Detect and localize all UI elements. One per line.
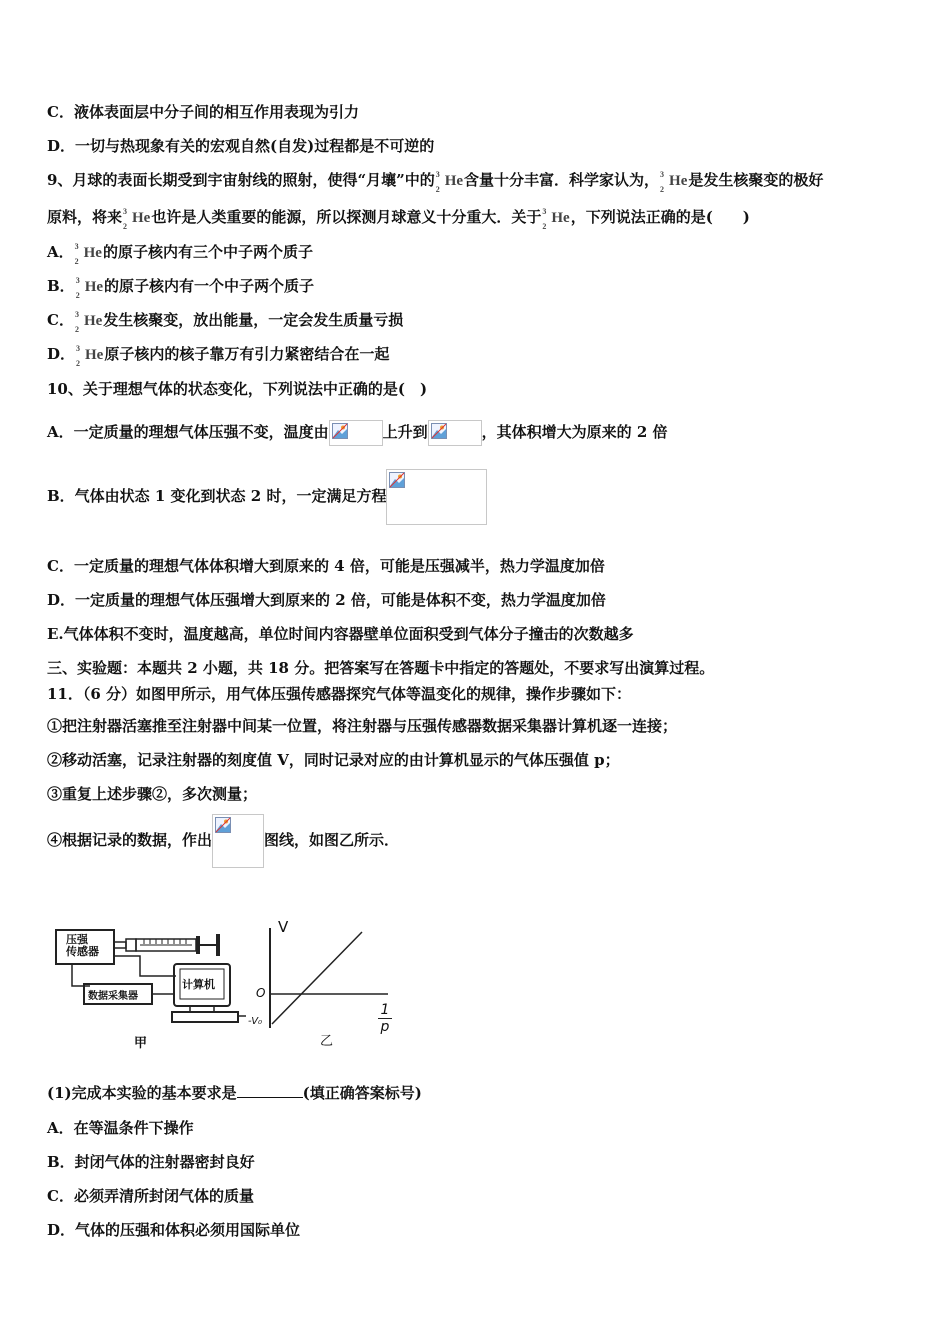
question-11-part-1: (1)完成本实验的基本要求是 (填正确答案标号)	[47, 1084, 422, 1102]
question-10-option-c: C．一定质量的理想气体体积增大到原来的 4 倍，可能是压强减半，热力学温度加倍	[47, 557, 605, 575]
helium-3-symbol: 3 2 He	[75, 276, 104, 300]
part-1-option-b: B．封闭气体的注射器密封良好	[47, 1153, 255, 1171]
broken-image-icon	[212, 814, 264, 868]
question-10-option-e: E.气体体积不变时，温度越高，单位时间内容器壁单位面积受到气体分子撞击的次数越多	[47, 625, 634, 643]
broken-image-icon	[386, 469, 487, 525]
step-1: ①把注射器活塞推至注射器中间某一位置，将注射器与压强传感器数据采集器计算机逐一连接；	[47, 717, 678, 735]
graph-line	[272, 932, 362, 1024]
inv-p-label: 1 p	[378, 1002, 392, 1035]
section-3-heading: 三、实验题：本题共 2 小题，共 18 分。把答案写在答题卡中指定的答题处，不要求写出演算过程。	[47, 659, 715, 677]
question-9-option-b: B． 3 2 He的原子核内有一个中子两个质子	[47, 276, 315, 300]
part-1-option-a: A．在等温条件下操作	[47, 1119, 194, 1137]
helium-3-symbol: 3 2 He	[74, 310, 103, 334]
broken-image-icon	[329, 420, 383, 446]
step-2: ②移动活塞，记录注射器的刻度值 V，同时记录对应的由计算机显示的气体压强值 p；	[47, 751, 620, 769]
question-11: 11．（6 分）如图甲所示，用气体压强传感器探究气体等温变化的规律，操作步骤如下：	[47, 685, 632, 703]
option-d-prev: D．一切与热现象有关的宏观自然(自发)过程都是不可逆的	[47, 137, 435, 155]
option-c-prev: C．液体表面层中分子间的相互作用表现为引力	[47, 103, 359, 121]
question-9-line1: 9、月球的表面长期受到宇宙射线的照射，使得“月壤”中的 3 2 He含量十分丰富．科学家认为， 3 2 He是发生核聚变的极好	[47, 170, 824, 194]
helium-3-symbol: 3 2 He	[76, 344, 104, 368]
question-10: 10、关于理想气体的状态变化，下列说法中正确的是( )	[47, 380, 428, 398]
question-9-option-c: C． 3 2 He发生核聚变，放出能量，一定会发生质量亏损	[47, 310, 404, 334]
answer-blank	[237, 1083, 303, 1098]
helium-3-symbol: 3 2 He	[74, 242, 102, 266]
step-4: ④根据记录的数据，作出 图线，如图乙所示．	[47, 812, 399, 868]
question-10-option-a: A．一定质量的理想气体压强不变，温度由 上升到 ，其体积增大为原来的 2 倍	[47, 412, 668, 452]
syringe-icon	[114, 934, 220, 956]
figure-jia-label: 甲	[134, 1036, 148, 1051]
question-9-line2: 原料，将来 3 2 He也许是人类重要的能源，所以探测月球意义十分重大．关于 3 2 He，下列说法正确的是( )	[47, 207, 750, 231]
helium-3-symbol: 3 2 He	[660, 170, 688, 194]
question-9-option-d: D． 3 2 He原子核内的核子靠万有引力紧密结合在一起	[47, 344, 390, 368]
step-3: ③重复上述步骤②，多次测量；	[47, 785, 258, 803]
helium-3-symbol: 3 2 He	[123, 207, 151, 231]
computer-icon	[172, 964, 238, 1022]
broken-image-icon	[428, 420, 482, 446]
question-9-option-a: A． 3 2 He的原子核内有三个中子两个质子	[47, 242, 313, 266]
sensor-label: 压强 传感器	[66, 933, 99, 958]
helium-3-symbol: 3 2 He	[435, 170, 464, 194]
computer-label: 计算机	[182, 978, 215, 991]
helium-3-symbol: 3 2 He	[542, 207, 570, 231]
part-1-option-c: C．必须弄清所封闭气体的质量	[47, 1187, 254, 1205]
v0-label: -V₀	[248, 1016, 263, 1027]
experiment-figure	[50, 916, 410, 1056]
collector-label: 数据采集器	[88, 991, 138, 1002]
figure-yi-label: 乙	[320, 1034, 334, 1049]
question-10-option-b: B．气体由状态 1 变化到状态 2 时，一定满足方程	[47, 468, 487, 525]
v-axis-label: V	[278, 918, 289, 936]
origin-label: O	[256, 986, 266, 1000]
question-10-option-d: D．一定质量的理想气体压强增大到原来的 2 倍，可能是体积不变，热力学温度加倍	[47, 591, 606, 609]
part-1-option-d: D．气体的压强和体积必须用国际单位	[47, 1221, 301, 1239]
